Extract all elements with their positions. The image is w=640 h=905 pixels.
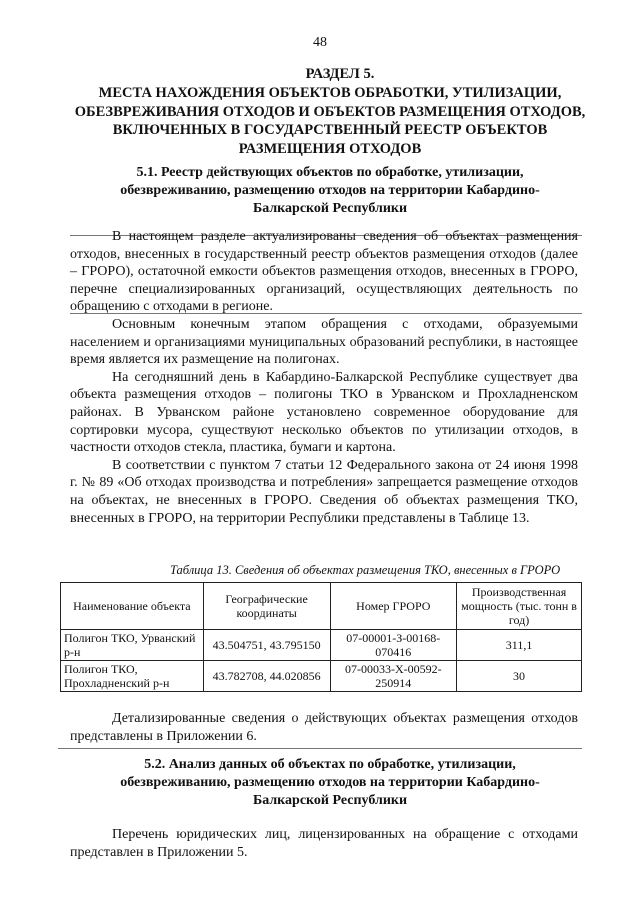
subsection-1-title: 5.1. Реестр действующих объектов по обработке, утилизации, обезвреживанию, размещению отходов на территории Кабардино-Балкарской Республики	[120, 165, 540, 216]
body-text-after-table	[70, 710, 578, 745]
cell-capacity: 311,1	[457, 630, 582, 661]
table-13	[60, 582, 582, 692]
section-label: РАЗДЕЛ 5.	[305, 66, 375, 82]
cell-object-name: Полигон ТКО, Прохладненский р-н	[61, 661, 204, 692]
column-header-capacity: Производственная мощность (тыс. тонн в год)	[457, 583, 582, 630]
column-header-coords: Географические координаты	[203, 583, 330, 630]
cell-capacity: 30	[457, 661, 582, 692]
cell-coordinates: 43.782708, 44.020856	[203, 661, 330, 692]
paragraph-intro: В настоящем разделе актуализированы сведения об объектах размещения отходов, внесенных в государственный реестр объектов размещения отходов (далее – ГРОРО), остаточной емкости объектов размещения отходов, внесенных в ГРОРО, перечне специализированных организаций, осуществляющих деятельность по обращению с отходами в регионе.	[70, 229, 578, 315]
page-number: 48	[313, 35, 327, 50]
cell-object-name: Полигон ТКО, Урванский р-н	[61, 630, 204, 661]
table-row	[61, 630, 582, 661]
table-header-row	[61, 583, 582, 630]
body-text-5-2	[70, 826, 578, 861]
section-title: МЕСТА НАХОЖДЕНИЯ ОБЪЕКТОВ ОБРАБОТКИ, УТИЛИЗАЦИИ, ОБЕЗВРЕЖИВАНИЯ ОТХОДОВ И ОБЪЕКТОВ РАЗМЕЩЕНИЯ ОТХОДОВ, ВКЛЮЧЕННЫХ В ГОСУДАРСТВЕННЫЙ РЕЕСТР ОБЪЕКТОВ РАЗМЕЩЕНИЯ ОТХОДОВ	[74, 85, 586, 157]
paragraph-current-objects: На сегодняшний день в Кабардино-Балкарской Республике существует два объекта размещения отходов – полигоны ТКО в Урванском и Прохладненском районах. В Урванском районе установлено современное оборудование для сортировки мусора, существуют несколько объектов по утилизации отходов, в частности отходов стекла, пластика, бумаги и картона.	[70, 369, 578, 456]
paragraph-final-stage: Основным конечным этапом обращения с отходами, образуемыми населением и организациями муниципальных образований республики, в настоящее время является их размещение на полигонах.	[70, 316, 578, 368]
subsection-2-title: 5.2. Анализ данных об объектах по обработке, утилизации, обезвреживанию, размещению отходов на территории Кабардино-Балкарской Республики	[120, 757, 540, 808]
cell-coordinates: 43.504751, 43.795150	[203, 630, 330, 661]
body-text-5-1	[70, 228, 578, 527]
column-header-name: Наименование объекта	[61, 583, 204, 630]
cell-groro-number: 07-00033-Х-00592-250914	[330, 661, 457, 692]
table-13-caption: Таблица 13. Сведения об объектах размещения ТКО, внесенных в ГРОРО	[170, 563, 561, 577]
table-row	[61, 661, 582, 692]
paragraph-law-reference: В соответствии с пунктом 7 статьи 12 Федерального закона от 24 июня 1998 г. № 89 «Об отходах производства и потребления» запрещается размещение отходов на объектах, не внесенных в ГРОРО. Сведения об объектах размещения ТКО, внесенных в ГРОРО, на территории Республики представлены в Таблице 13.	[70, 457, 578, 526]
paragraph-appendix-6: Детализированные сведения о действующих объектах размещения отходов представлены в Приложении 6.	[70, 711, 578, 744]
cell-groro-number: 07-00001-З-00168-070416	[330, 630, 457, 661]
paragraph-appendix-5: Перечень юридических лиц, лицензированных на обращение с отходами представлен в Приложении 5.	[70, 827, 578, 860]
scan-line	[58, 748, 582, 749]
column-header-groro: Номер ГРОРО	[330, 583, 457, 630]
